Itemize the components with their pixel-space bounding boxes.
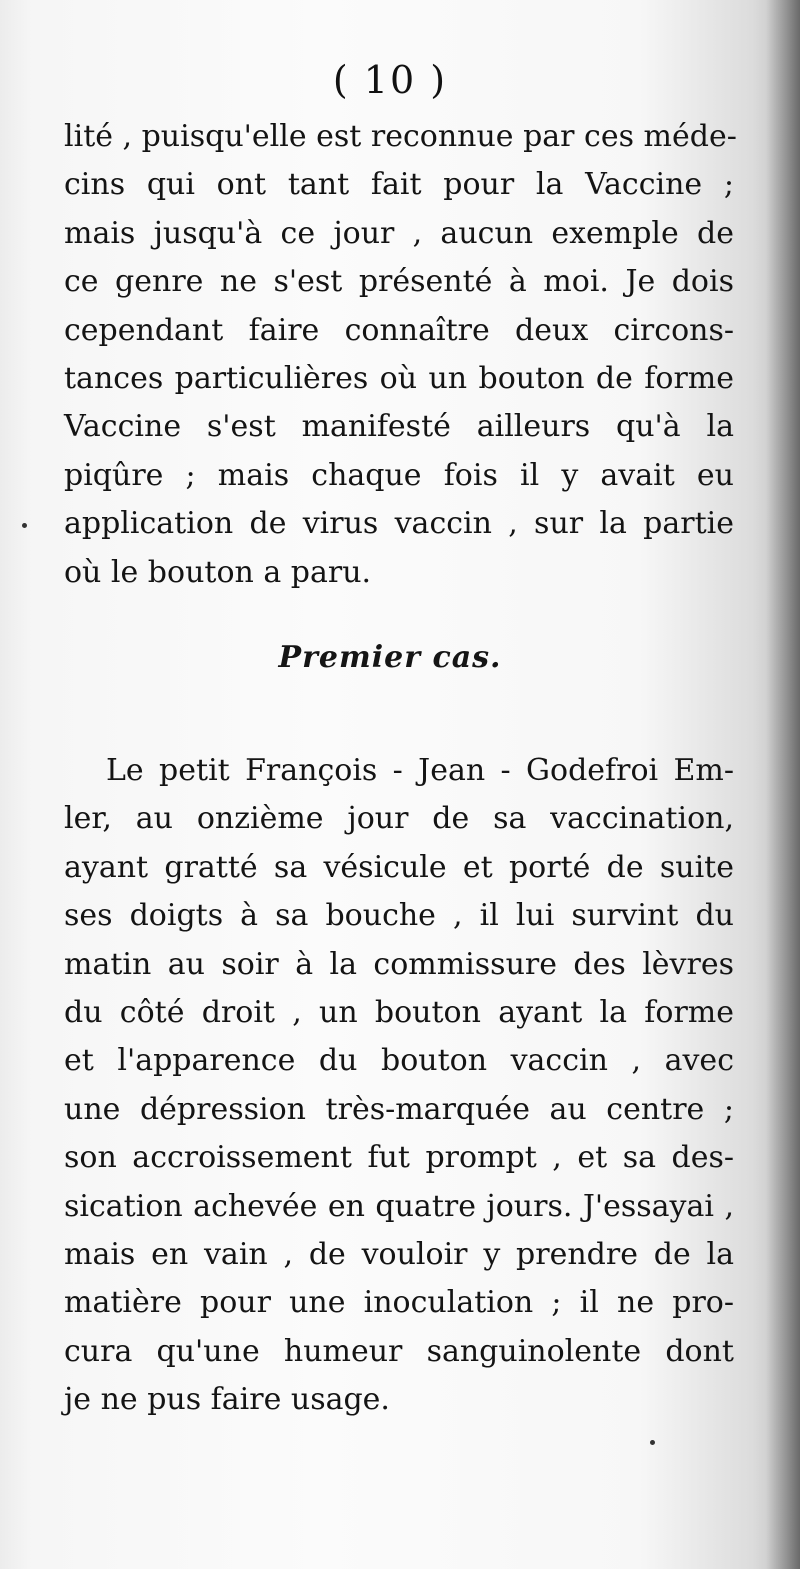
- text-line: ayant gratté sa vésicule et porté de suite: [64, 849, 734, 885]
- text-line: application de virus vaccin , sur la partie: [64, 506, 734, 542]
- text-line: sication achevée en quatre jours. J'essayai ,: [64, 1188, 734, 1224]
- text-line: Le petit François - Jean - Godefroi Em-: [106, 753, 734, 788]
- text-line: matière pour une inoculation ; il ne pro-: [64, 1285, 734, 1321]
- text-line: son accroissement fut prompt , et sa des-: [64, 1140, 734, 1176]
- text-line: ses doigts à sa bouche , il lui survint du: [64, 898, 734, 934]
- text-line: cins qui ont tant fait pour la Vaccine ;: [64, 167, 734, 203]
- section-heading: Premier cas.: [278, 640, 502, 675]
- text-line: piqûre ; mais chaque fois il y avait eu: [64, 457, 734, 493]
- text-line: ler, au onzième jour de sa vaccination,: [64, 801, 734, 837]
- paper-speck: [650, 1440, 655, 1445]
- text-line: je ne pus faire usage.: [64, 1382, 390, 1418]
- text-line: cependant faire connaître deux circons-: [64, 312, 734, 348]
- text-line: une dépression très-marquée au centre ;: [64, 1091, 734, 1127]
- text-line: matin au soir à la commissure des lèvres: [64, 946, 734, 982]
- text-line: ce genre ne s'est présenté à moi. Je dois: [64, 264, 734, 300]
- text-line: Vaccine s'est manifesté ailleurs qu'à la: [64, 409, 734, 445]
- text-line: cura qu'une humeur sanguinolente dont: [64, 1333, 734, 1369]
- text-line: du côté droit , un bouton ayant la forme: [64, 994, 734, 1030]
- text-line: mais jusqu'à ce jour , aucun exemple de: [64, 215, 734, 251]
- page-gutter-shadow: [766, 0, 800, 1569]
- paper-speck: [22, 523, 27, 528]
- text-line: tances particulières où un bouton de forme: [64, 360, 734, 396]
- paragraph-2: [64, 747, 734, 1424]
- paragraph-1: [64, 113, 737, 597]
- text-line: où le bouton a paru.: [64, 554, 372, 590]
- page-number: ( 10 ): [332, 58, 448, 102]
- text-line: mais en vain , de vouloir y prendre de la: [64, 1236, 734, 1272]
- text-line: lité , puisqu'elle est reconnue par ces méde-: [64, 119, 737, 154]
- text-line: et l'apparence du bouton vaccin , avec: [64, 1043, 734, 1079]
